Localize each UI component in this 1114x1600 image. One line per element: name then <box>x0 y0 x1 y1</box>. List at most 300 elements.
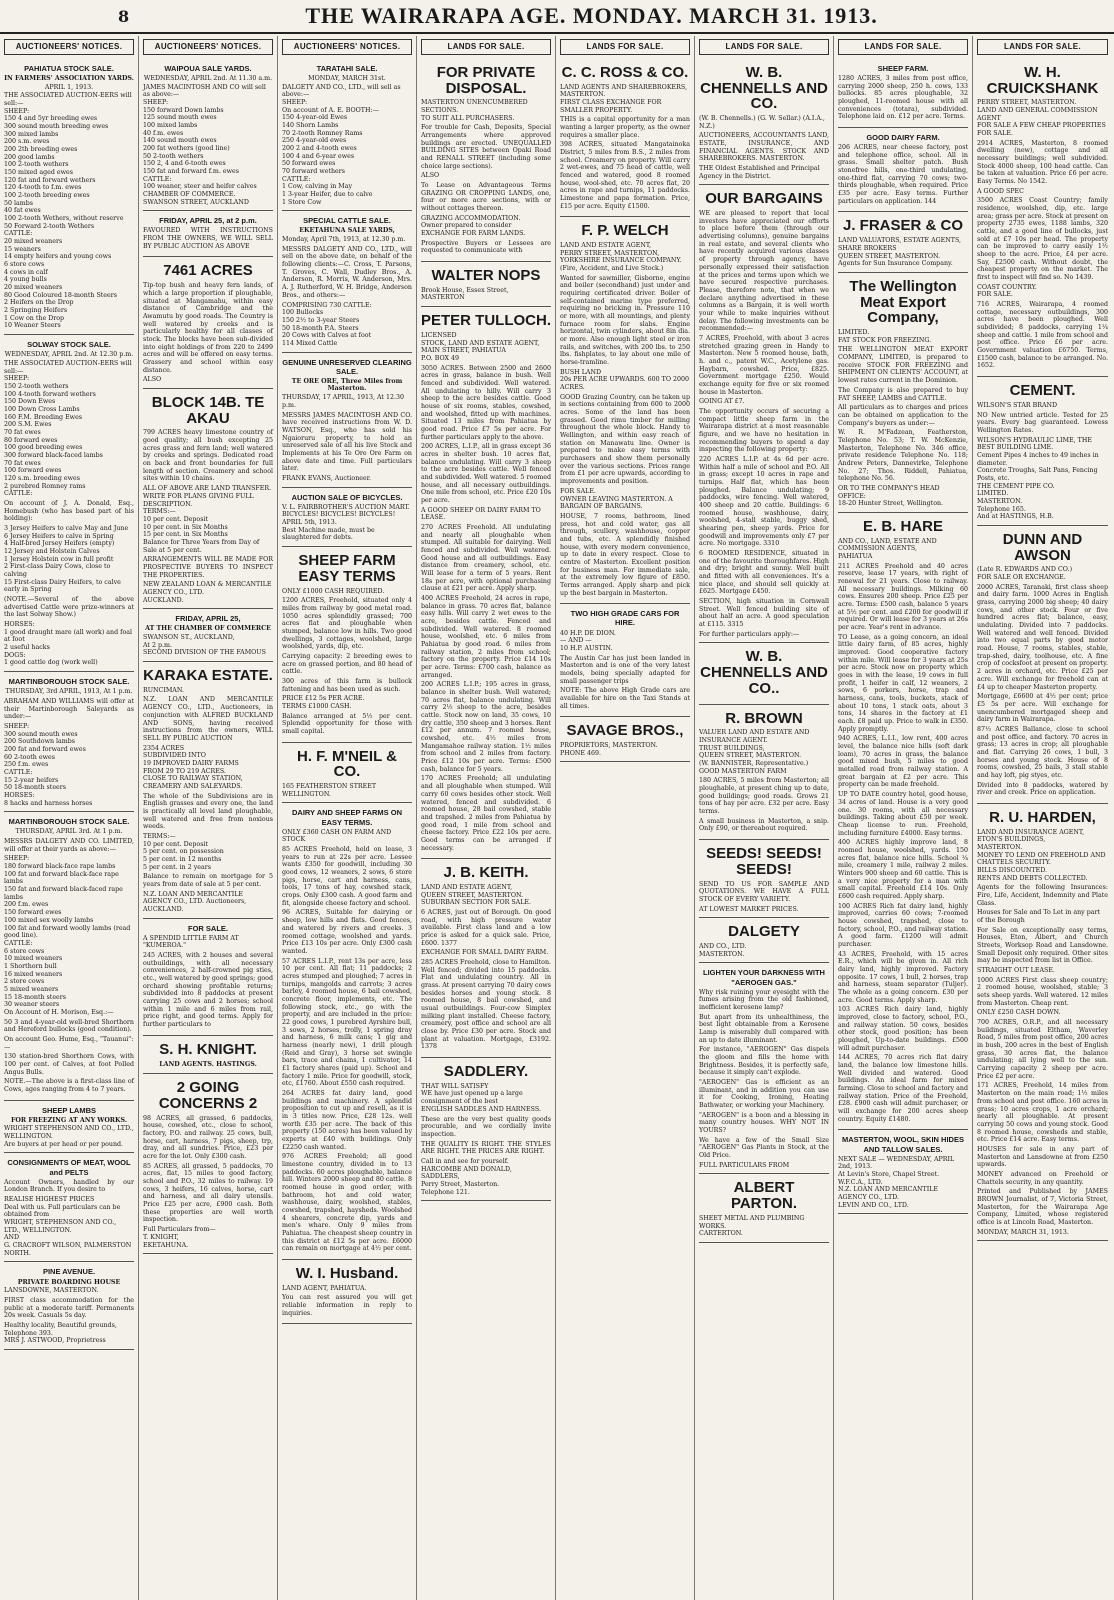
ad-title: SOLWAY STOCK SALE. <box>27 340 111 350</box>
ad-line: PHONE 469. <box>560 749 602 757</box>
ad-line: And at HASTINGS, H.B. <box>977 513 1054 521</box>
advertisement <box>4 1153 134 1262</box>
advertisement <box>699 963 829 1174</box>
ad-line: 4 cows in calf <box>4 268 48 276</box>
ad-line: MASTERTON <box>421 294 465 302</box>
ad-line: MESSRS DALGETY AND CO. LIMITED, will offer at their yards as above:— <box>4 838 134 853</box>
ad-line: V. L. FAIRBROTHER'S AUCTION MART. <box>282 503 410 511</box>
ad-line: (W. B. Chennells.) (G. W. Sellar.) (A.I.A., N.Z.) <box>699 115 825 130</box>
ad-line: CATTLE: <box>4 939 33 947</box>
advertisement <box>560 717 690 762</box>
advertisement <box>143 1074 273 1254</box>
ad-line: 1 good cattle dog (work well) <box>4 659 98 667</box>
ad-title: R. U. HARDEN, <box>989 808 1096 826</box>
ad-subtitle: IN FARMERS' ASSOCIATION YARDS. <box>4 74 134 82</box>
ad-line: FIRST CLASS EXCHANGE FOR SMALLER PROPERTY. <box>560 98 662 114</box>
ad-line: NOTE.—The above is a first-class line of Cows, ages ranging from 4 to 7 years. <box>4 1078 134 1093</box>
ad-line: MONEY TO LEND ON FREEHOLD AND CHATTELS SECURITY. <box>977 851 1106 867</box>
ad-title: F. P. WELCH <box>581 222 669 240</box>
column-heading: LANDS FOR SALE. <box>421 39 551 55</box>
ad-line: SHEEP: <box>4 855 30 863</box>
ad-title: FOR PRIVATE DISPOSAL. <box>436 63 536 97</box>
ad-line: 250 f.m. ewes <box>4 761 49 769</box>
advertisement <box>282 488 412 548</box>
ad-title: The Wellington Meat Export Company, <box>849 277 957 327</box>
ad-line: 6 ROOMED RESIDENCE, situated in one of the favourite thoroughfares. High and dry; bright and sunny. Well built and fitted with all conveniences. It's a nice place, and should sell quickly at £625. Mortgage £450. <box>699 550 829 596</box>
column-heading: LANDS FOR SALE. <box>699 39 829 55</box>
ad-title: LIGHTEN YOUR DARKNESS WITH "AEROGEN GAS." <box>703 968 825 987</box>
ad-line: OWNER LEAVING MASTERTON. A BARGAIN OF BARGAINS. <box>560 495 673 511</box>
ad-line: 50 18-month steers <box>4 784 67 792</box>
ad-line: 300 sound mouth ewes <box>4 730 78 738</box>
ad-line: 300 sound mouth breeding ewes <box>4 122 109 130</box>
ad-line: On account of A. E. BOOTH:— <box>282 106 379 114</box>
ad-title: DALGETY <box>728 923 800 941</box>
advertisement <box>143 662 273 919</box>
ad-line: 150 2, 4 and 6-tooth ewes <box>143 160 226 168</box>
ad-line: 5 per cent. in 2 years <box>143 863 211 871</box>
ad-line: WE are pleased to report that local investors have appreciated our efforts to place before them (through our advertising columns), genuine bargains in real estate, and several clients who have recently acquired various classes of property through agency, have personally expressed their satisfaction at the prices and terms upon which we have secured respective purchases. Please, therefore note, that when we declare anything advertised in these columns as a Bargain, it is well worth your while to make inquiries without delay. The following investments can be recommended:— <box>699 210 829 333</box>
ad-line: THURSDAY, 17 APRIL, 1913, At 12.30 p.m. <box>282 394 404 409</box>
ad-line: LAND AND INSURANCE AGENT, <box>977 828 1085 836</box>
ad-line: But apart from its unhealthiness, the best light obtainable from a Kerosene Lamp is miserably dull compared with an up to date illuminant. <box>699 1013 829 1044</box>
ad-title: H. F. M'NEIL & CO. <box>297 747 397 781</box>
ad-line: LAND AND GENERAL COMMISSION AGENT <box>977 106 1098 122</box>
ad-line: AUCTIONEERS, ACCOUNTANTS LAND, ESTATE, INSURANCE, AND FINANCIAL AGENTS. STOCK AND SHAREBROKERS. MASTERTON. <box>699 132 829 163</box>
ad-line: SHEEP: <box>4 375 30 383</box>
advertisement <box>699 918 829 963</box>
ad-line: 2 purebred Romney rams <box>4 482 86 490</box>
ad-title: DUNN AND AWSON <box>1002 530 1083 564</box>
ad-line: APRIL 5th, 1913. <box>282 519 337 527</box>
ad-line: LANSDOWNE, MASTERTON. <box>4 1287 99 1295</box>
advertisement <box>4 1101 134 1154</box>
ad-line: THE ASSOCIATED AUCTION-EERS will sell:— <box>4 359 132 375</box>
ad-line: "AEROGEN" Gas is efficient as an illuminant, and in addition you can use it for Cooking, Ironing, Heating Bathwater, or working your Machinery. <box>699 1079 829 1110</box>
ad-line: Concrete Troughs, Salt Pans, Fencing Posts, etc. <box>977 467 1098 482</box>
ad-line: 15 weaners <box>4 245 41 253</box>
ad-line: 180 ACRES, 5 miles from Masterton; all ploughable, at present ching up to date, good buildings; good roads. Grows 21 tons of hay per acre. £32 per acre. Easy terms. <box>699 777 829 816</box>
ad-line: 150 Down Ewes <box>4 398 56 406</box>
ad-line: 171 ACRES, Freehold, 14 miles from Masterton on the main road; 1½ miles from school and post office. 160 acres in grass; 10 acres crops, 1 acre orchard; nearly all ploughable. At present carrying 50 cows and young stock. Good 8 roomed house, cowsheds and stable, etc. Price £14 acre. Easy terms. <box>977 1082 1108 1144</box>
advertisement <box>282 803 412 1260</box>
ad-line: 3050 ACRES. Between 2500 and 2600 acres in grass, balance in bush. Well fenced and subdivided. Well watered. All undulating to hilly. Will carry 3 sheep to the acre besides cattle. Good house of six rooms, stables, cowshed, and woolshed, fitted up with machines. Situated 13 miles from Pahiatua by good road. Price £7 5s per acre. For further particulars apply to the above. <box>421 364 551 441</box>
column-heading: LANDS FOR SALE. <box>977 39 1108 55</box>
ad-line: 140 Shorn Lambs <box>282 121 339 129</box>
ad-line: 100 fat and forward woolly lambs (read good line). <box>4 924 131 940</box>
ad-line: SWANSON ST., AUCKLAND, <box>143 634 235 642</box>
ad-line: 285 ACRES Freehold, close to Hamilton. Well fenced; divided into 15 paddocks. Flat and undulating country. All in grass. At present carrying 70 dairy cows besides horses and young stock. 8 roomed house, 8 bail cowshed, and usual outbuildings. Four-cow Simplex milking plant installed. Cheese factory, creamery, post office and school are all close by. Price £30 per acre. Stock and plant at valuation. Mortgage, £3192. 1378 <box>421 959 552 1051</box>
ad-line: 150 fat and forward black-faced rape lambs <box>4 886 123 901</box>
ad-subtitle: EKETAHUNA SALE YARDS, <box>299 227 395 235</box>
ad-line: A SPENDID LITTLE FARM AT <box>143 934 239 942</box>
ad-line: 150 2-tooth wethers <box>4 382 69 390</box>
ad-line: To Lease on Advantageous Terms GRAZING OR CROPPING LANDS, one, four or more acre sections, with or without cottages thereon. <box>421 181 551 212</box>
ad-line: QUEEN STREET, MASTERTON. <box>838 252 941 260</box>
ad-line: The opportunity occurs of securing a compact little sheep farm in the Wairarapa district at a most reasonable figure, and we have no hesitation in recommending buyers to spend a day inspecting the following property: <box>699 407 829 454</box>
ad-line: THE QUALITY IS RIGHT. THE STYLES ARE RIGHT. THE PRICES ARE RIGHT. <box>421 1140 551 1156</box>
ad-line: 6 ACRES, just out of Borough. On good road, with high pressure water available. First class land and a low price is asked for a quick sale. Price, £600. 1377 <box>421 908 551 947</box>
ad-line: AND CO., LTD. <box>699 943 747 951</box>
ad-title: C. C. ROSS & CO. <box>561 63 689 81</box>
advertisement <box>421 307 551 859</box>
ad-line: MASTERTON. <box>560 91 606 99</box>
ad-line: 144 ACRES, 70 acres rich flat dairy land, the balance low limestone hills. Well divided and watered. Good buildings. An ideal farm for mixed farming. Close to school and factory and railway station. Price of the Freehold, £28. £900 cash will admit purchaser, or will exchange for 200 acres sheep country. Equity £1480. <box>838 1054 968 1123</box>
ad-line: 50 lambs <box>4 199 34 207</box>
ad-line: W.F.C.A., LTD. <box>838 1178 883 1186</box>
ad-line: Best Machine made, must be slaughtered for debts. <box>282 526 375 542</box>
ad-line: 4 Half-bred Jersey Heifers (empty) <box>4 540 115 548</box>
ad-line: 50 Forward 2-tooth Wethers <box>4 222 95 230</box>
column-6 <box>695 36 834 1600</box>
ad-line: Cement Pipes 4 inches to 49 inches in diameter. <box>977 451 1099 467</box>
ad-line: SHEEP: <box>282 98 308 106</box>
advertisement <box>143 59 273 212</box>
ad-line: N.Z. LOAN AND MERCANTILE AGENCY CO., LTD., Auctioneers, in conjunction with ALFRED BUCKLAND AND SONS, having received instructions from the owners, WILL SELL BY PUBLIC AUCTION <box>143 696 273 742</box>
ad-line: WRIGHT, STEPHENSON AND CO., LTD., WELLINGTON. <box>4 1219 117 1234</box>
ad-line: 160 F.M. Breeding Ewes <box>4 413 83 421</box>
ad-line: DOGS: <box>4 651 26 659</box>
ad-line: SHEEP: <box>143 98 169 106</box>
advertisement <box>282 211 412 352</box>
ad-line: 15 per cent. in Six Months <box>143 531 228 539</box>
ad-line: 3500 ACRES Coast Country; family residence, woolshed, dip, etc. large area; grass per acre. Stock at present on property 2735 ewes, 1188 lambs, 320 cattle, and a good line of bullocks, just sold at £7 10s per head. The property can be improved to carry easily 1½ sheep to the acre. Price, £4 per acre. Say, £2500 cash. Without doubt, the cheapest property on the market. The first to inspect will find so. No 1439. <box>977 197 1108 282</box>
ad-line: 100 weaner, steer and heifer calves <box>143 183 257 191</box>
masthead <box>0 0 1114 34</box>
ad-line: 100 mixed sex woolly lambs <box>4 916 94 924</box>
ad-line: 200 f.m. ewes <box>4 901 49 909</box>
column-8 <box>973 36 1112 1600</box>
ad-line: 100 4-tooth forward wethers <box>4 390 96 398</box>
ad-line: 100 2-tooth breeding ewes <box>4 191 90 199</box>
ad-line: 15 First-class Dairy Heifers, to calve early in Spring <box>4 578 121 594</box>
ad-line: 57 ACRES L.I.P., rent 13s per acre, less 10 per cent. All flat; 11 paddocks; 2 acres stumped and ploughed; 7 acres in turnips, mangolds and carrots; 3 acres barley, 4 roomed house, 6 bail cowshed, concrete floor, implements, etc. The following stock, etc., go with the property, and are included in the price: 22 good cows, 1 purebred Ayrshire bull, 3 sows, 2 horses, trolly, 1 spring dray and harness, 6 milk cans; 1 gig and harness (nearly new), 1 drill plough (Reid and Gray), 3 horse set swingle bars, trace and chains, 1 cultivator, 14 £1 factory shares (paid up). School and factory 1 mile. Price for goodwill, stock, etc, £1760. About £550 cash required. <box>282 957 412 1088</box>
ad-title: SHEEP FARM. <box>877 63 929 73</box>
ad-title: WAIPOUA SALE YARDS. <box>164 63 252 73</box>
ad-line: 200 Southdown lambs <box>4 738 76 746</box>
ad-line: 211 ACRES Freehold and 40 acres reserve, lease 17 years, with right of renewal for 21 years. Close to railway. All necessary buildings. Milking 60 cows. Ensures 200 sheep. Price £25 per acre. Terms: £500 cash, balance 5 years at 5½ per cent. and £200 for goodwill if required. Or will lease for 3 years at 26s per acre. Year's rent in advance. <box>838 562 968 632</box>
ad-line: — AND — <box>560 637 592 645</box>
ad-line: SHEEP: <box>4 722 30 730</box>
ad-line: STOCK, LAND AND ESTATE AGENT, <box>421 339 540 347</box>
ad-line: 2 First-class Dairy Cows, close to calving <box>4 563 111 579</box>
ad-line: REALISE HIGHEST PRICES <box>4 1196 95 1204</box>
ad-title: PINE AVENUE. <box>42 1267 96 1277</box>
ad-line: We have a few of the Small Size "AEROGEN" Gas Plants in Stock, at the Old Price. <box>699 1136 829 1160</box>
ad-line: Printed and Published by JAMES BROWN Journalist, of 7, Victoria Street, Masterton, for the Wairarapa Age Company, Limited, whose registered office is at Lincoln Road, Masterton. <box>977 1188 1108 1226</box>
ad-line: 125 sound mouth ewes <box>143 114 217 122</box>
ad-line: MASTERTON UNENCUMBERED SECTIONS. <box>421 99 528 114</box>
ad-line: MAIN STREET, PAHIATUA <box>421 347 506 355</box>
ad-line: ENGLISH SADDLES AND HARNESS. <box>421 1105 541 1113</box>
ad-line: "KUMEROA." <box>143 942 187 950</box>
ad-line: 150 mixed aged ewes <box>4 168 73 176</box>
column-heading: AUCTIONEERS' NOTICES. <box>143 39 273 55</box>
advertisement <box>282 743 412 804</box>
ad-line: EXCHANGE FOR SMALL DAIRY FARM. <box>421 949 549 957</box>
ad-line: 1 Store Cow <box>282 198 322 206</box>
ad-title: PETER TULLOCH. <box>421 312 551 330</box>
ad-line: RENTS AND DEBTS COLLECTED. <box>977 874 1088 882</box>
ad-title: SHEEP LAMBS <box>41 1105 97 1115</box>
ad-line: 300 forward black-faced lambs <box>4 451 103 459</box>
ad-line: CATTLE: <box>143 175 172 183</box>
advertisement <box>143 257 273 388</box>
ad-line: 70 fat ewes <box>4 459 41 467</box>
ad-line: 20s PER ACRE UPWARDS. 600 TO 2000 ACRES. <box>560 376 690 392</box>
ad-line: MONDAY, MARCH 31, 1913. <box>977 1228 1069 1236</box>
ad-line: A GOOD SPEC <box>977 187 1024 195</box>
ad-title: 7461 ACRES <box>163 262 253 280</box>
ad-date: APRIL 1, 1913. <box>44 83 94 91</box>
ad-line: 200 fat wethers (good line) <box>143 144 230 152</box>
ad-line: Carrying capacity: 2 breeding ewes to acre on grassed portion, and 80 head of cattle. <box>282 652 412 676</box>
ad-line: DALGETY AND CO., LTD., will sell as above:— <box>282 83 401 99</box>
ad-line: WILSON'S HYDRAULIC LIME, THE BEST BUILDING LIME. <box>977 436 1092 452</box>
ad-line: YORKSHIRE INSURANCE COMPANY. <box>560 257 682 265</box>
ad-line: SHEEP: <box>4 107 30 115</box>
advertisement <box>4 59 134 335</box>
ad-line: 100 fat and forward black-face rape lambs <box>4 870 119 886</box>
ad-line: BUSH LAND <box>560 368 602 376</box>
ad-line: LIMITED. <box>838 329 870 337</box>
ad-line: All particulars as to charges and prices can be obtained on application to the Company's buyers as under:— <box>838 404 968 427</box>
ad-line: MASTERTON. <box>977 497 1023 505</box>
ad-line: Why risk ruining your eyesight with the fumes arising from the old fashioned, inefficient kerosene lamp? <box>699 988 829 1012</box>
ad-line: Tip-top bush and heavy fern lands, of which a large proportion if ploughable, situated at Mangamahu, within easy distance of Cambridge and the Awamutu by good roads. The Country is well watered by creeks and is particularly healthy for all classes of stock. The blocks have been sub-divided into eight holdings of from 220 to 2499 acres and will be offered on easy terms. Grassery and school within easy distance. <box>143 282 273 374</box>
ad-line: 18-20 Hunter Street, Wellington. <box>838 500 944 508</box>
advertisement <box>282 1260 412 1324</box>
column-7 <box>834 36 973 1600</box>
advertisement <box>838 1130 968 1214</box>
ad-line: The whole of the Subdivisions are in English grasses and every one, the land is practically all level land ploughable, well watered and free from noxious weeds. <box>143 792 273 831</box>
ad-line: FROM 29 TO 219 ACRES. <box>143 767 226 775</box>
ad-line: 10 H.P. AUSTIN. <box>560 644 613 652</box>
ad-line: 200 S.M. Ewes <box>4 421 52 429</box>
ad-line: 130 station-bred Shorthorn Cows, with 100 per cent. of Calves, at foot Polled Angus Bulls. <box>4 1053 134 1076</box>
ad-line: 50 18-month P.A. Steers <box>282 324 359 332</box>
ad-line: FOR SALE OR EXCHANGE. <box>977 574 1066 582</box>
ad-line: 6 Jersey Heifers to calve in Spring <box>4 532 114 540</box>
ad-line: SWANSON STREET, AUCKLAND <box>143 198 249 206</box>
ad-line: At Levin's Store, Chapel Street. <box>838 1171 940 1178</box>
ad-line: 180 forward black-face rape lambs <box>4 863 116 871</box>
ad-line: For further particulars apply:— <box>699 630 800 638</box>
advertisement <box>4 1262 134 1350</box>
ad-line: WILSON'S STAR BRAND <box>977 401 1058 409</box>
ad-line: JAMES MACINTOSH AND CO will sell as above:— <box>143 83 266 99</box>
ad-line: 165 FEATHERSTON STREET <box>282 783 377 791</box>
ad-line: 150 fat and forward f.m. ewes <box>143 167 239 175</box>
ad-title: WALTER NOPS <box>431 267 541 285</box>
ad-line: 2914 ACRES, Masterton, 8 roomed dwelling (new), cottage and all necessary buildings; well subdivided. Stock 4000 sheep, 100 head cattle. Can be taken at valuation. Price £6 per acre. Easy Terms. No 1542. <box>977 139 1108 185</box>
ad-line: FOR SALE. <box>560 487 596 495</box>
ad-line: You can rest assured you will get reliable information in reply to inquiries. <box>282 1294 412 1317</box>
ad-line: WELLINGTON. <box>4 1133 53 1141</box>
ad-line: 716 ACRES, Wairarapa, 4 roomed cottage, necessary outbuildings, 300 acres have been ploughed. Well subdivided; 8 paddocks, carrying 1¼ sheep and cattle. 1 mile from school and post office. Price £6 per acre. Government valuation £6750. Terms, £1500 cash, balance to be arranged. No. 1652. <box>977 301 1108 370</box>
ad-line: 10 Weaner Steers <box>4 322 61 330</box>
ad-line: 80 forward ewes <box>4 436 58 444</box>
ad-subtitle: TE ORE ORE, Three Miles from Masterton. <box>291 377 403 393</box>
ad-title: W. B. CHENNELLS AND CO.. <box>700 648 828 697</box>
ad-line: G. CRACROFT WILSON, PALMERSTON NORTH. <box>4 1242 132 1257</box>
newspaper-title: THE WAIRARAPA AGE. MONDAY. MARCH 31. 1913. <box>305 3 878 28</box>
ad-line: 10 mixed weaners <box>4 955 63 963</box>
ad-line: VALUER LAND AND ESTATE AND INSURANCE AGENT. <box>699 729 810 745</box>
ad-line: 5 per cent. on possession <box>143 848 224 856</box>
ad-line: 15 2-year heifers <box>4 776 59 784</box>
ad-line: Full Particulars from— <box>143 1226 216 1234</box>
ad-line: ABRAHAM AND WILLIAMS will offer at their Martinborough Saleyards as under:— <box>4 697 134 721</box>
advertisement <box>699 643 829 704</box>
ad-line: 16 mixed weaners <box>4 970 63 978</box>
ad-line: FOR SALE. <box>977 291 1013 299</box>
ad-date: THURSDAY, 3rd APRIL, 1913, At 1 p.m. <box>5 688 133 696</box>
ad-line: PRICE £12 5s PER ACRE. <box>282 695 365 703</box>
ad-title: W. H. CRUICKSHANK <box>986 63 1099 97</box>
ad-line: Perry Street, Masterton. <box>421 1180 500 1188</box>
ad-title: SADDLERY. <box>443 1063 529 1081</box>
ad-line: AND CO., LAND, ESTATE AND COMMISSION AGENTS, <box>838 537 937 553</box>
ad-line: 2 Heifers on the Drop <box>4 299 74 307</box>
ad-title: MARTINBOROUGH STOCK SALE. <box>8 817 130 827</box>
ad-line: Balance for Three Years from Day of Sale at 5 per cent. <box>143 538 260 554</box>
advertisement <box>560 604 690 717</box>
advertisement <box>977 526 1108 804</box>
ad-line: 100 good breeding ewes <box>4 444 83 452</box>
ad-line: Houses for Sale and To Let in any part of the Borough <box>977 909 1101 925</box>
ad-line: 200 good lambs <box>4 153 55 161</box>
ad-line: (W. BANNISTER, Representative.) <box>699 760 809 768</box>
ad-line: WELLINGTON. <box>282 790 331 798</box>
ad-line: 8 hacks and harness horses <box>4 799 93 807</box>
ad-line: 6 store cows <box>4 261 45 269</box>
ad-title: 2 GOING CONCERNS 2 <box>158 1079 258 1112</box>
ad-line: ARRANGEMENTS WILL BE MADE FOR PROSPECTIVE BUYERS TO INSPECT THE PROPERTIES. <box>143 556 273 579</box>
ad-line: WE have just opened up a large consignment of the best <box>421 1090 523 1106</box>
advertisement <box>838 513 968 1130</box>
ad-line: These are the very best quality goods procurable, and we cordially invite inspection. <box>421 1115 551 1138</box>
ad-title: TARATAHI SALE. <box>316 63 378 73</box>
ad-line: 1 Jersey Holstein cow in full profit <box>4 555 114 563</box>
ad-line: 150 forward ewes <box>4 909 62 917</box>
ad-line: UP TO DATE country hotel, good house, 34 acres of land. House is a very good one. 30 rooms, with all necessary buildings. Taking about £50 per week. Cheap license to run. Freehold, including furniture £4000. Easy terms. <box>838 791 968 837</box>
ad-title: SPECIAL CATTLE SALE. <box>303 216 391 226</box>
ad-line: LAND VALUATORS, ESTATE AGENTS, SHARE BROKERS <box>838 237 962 252</box>
ad-line: HORSES: <box>4 791 35 799</box>
ad-line: 206 ACRES, near cheese factory, post and telephone office, school. All in grass. Small shelter patch. Bush stonefree hills, one-third undulating, one-third flat, carrying 70 cows; two-thirds ploughable, when required. Price £35 per acre. Easy terms. Further particulars on application. 144 <box>838 144 968 205</box>
ad-line: 85 ACRES, all grassed, 5 paddocks, 70 acres, flat, 15 miles to good factory, school and P.O., 32 miles to railway. 19 cows, 3 heifers, 16 calves, horse, cart and harness, and all dairy utensils. Price £25 per acre, £900 cash. Both these properties are well worth inspection. <box>143 1162 273 1224</box>
ad-line: TO Lease, as a going concern, an ideal little dairy farm, of 85 acres, highly improved. Good cooperative factory within mile. Will lease for 3 years at 25s per acre. Stock now on property which goes in with the lease, 19 cows in full profit, 1 heifer in calf, 12 weaners, 2 sows, 6 porkers, horse, trap and harness, cans, tools, buckets, stack of about 10 tons, 1 stack oats, about 3 tons, 14 shares in the factory at £1 each. £8 paid up. Price to walk in £350. Apply promptly. <box>838 633 968 733</box>
ad-line: On account Geo. Hume, Esq., "Tauanui":— <box>4 1035 134 1051</box>
ad-title: FRIDAY, APRIL 25, at 2 p.m. <box>159 216 257 226</box>
ad-line: 1280 ACRES, 3 miles from post office, carrying 2000 sheep, 250 h. cows, 133 bullocks. 85 acres ploughable, 32 ploughed, 11-roomed house with all conveniences (totara), subdivided. Telephone laid on. £12 per acre. Terms. <box>838 74 968 121</box>
ad-line: 50 forward ewes <box>282 160 336 168</box>
ad-line: 19 IMPROVED DAIRY FARMS <box>143 759 239 767</box>
ad-line: 270 ACRES Freehold. All undulating and nearly all ploughable when stumped. All suitable for dairying. Well fenced and subdivided. Well watered. Good house and all outbuildings. Easy distance from creamery, school, etc. Will lease for a term of 5 years. Rent 18s per acre, with optional purchasing clause at £21 per acre. Apply sharp. <box>421 523 551 593</box>
ad-line: CARTERTON. <box>699 1230 743 1238</box>
ad-line: GOOD MASTERTON FARM <box>699 767 787 775</box>
ad-line: RUNCIMAN. <box>143 686 184 694</box>
ad-line: HOUSES for sale in any part of Masterton and Lansdowne at from £250 upwards. <box>977 1145 1108 1169</box>
ad-line: PROPRIETORS, MASTERTON. <box>560 741 658 749</box>
ad-line: AND <box>4 1234 20 1242</box>
ad-title: KARAKA ESTATE. <box>143 667 273 685</box>
advertisement <box>560 59 690 218</box>
ad-line: MRS J. ASTWOOD, Proprietress <box>4 1337 106 1345</box>
ad-line: 120 fat and forward wethers <box>4 176 96 184</box>
ad-line: On account of J. A. Donald, Esq., Homebush (who has based part of his holding): <box>4 499 134 523</box>
ad-line: For trouble for Cash, Deposits, Special Arrangements where approved buildings are erected. UNEQUALLED BUILDING SITES between Opaki Road and RENALL STREET (including some choice large sections). <box>421 124 551 170</box>
ad-title: DAIRY AND SHEEP FARMS ON EASY TERMS. <box>291 808 403 827</box>
ad-line: THE WELLINGTON MEAT EXPORT COMPANY, LIMITED, is prepared to receive STOCK FOR FREEZING and SHIPMENT ON CLIENTS' ACCOUNT, at lowest rates current in the Dominion. <box>838 346 968 385</box>
ad-line: 50 3 and 4-year-old well-bred Shorthorn and Hereford bullocks (good condition). <box>4 1018 134 1034</box>
ad-line: TO SUIT ALL PURCHASERS. <box>421 114 515 122</box>
ad-line: LAND AND ESTATE AGENT, <box>560 242 652 249</box>
ad-title: CONSIGNMENTS OF MEAT, WOOL and PELTS <box>7 1158 131 1177</box>
ad-line: BICYCLES! BICYCLES! BICYCLES! <box>282 511 396 519</box>
advertisement <box>838 273 968 513</box>
ad-line: GRAZING ACCOMMODATION. <box>421 214 521 222</box>
ad-title: SHEEP FARM EASY TERMS <box>298 552 396 585</box>
ad-line: The Austin Car has just been landed in Masterton and is one of the very latest models, being specially adapted for small passenger trips <box>560 654 690 685</box>
ad-line: 700 ACRES, O.R.P., and all necessary buildings, situated Eltham, Waverley Road, 5 miles from post office, 200 acres in bush, 200 acres in the best of English grass, 30 acres flat, the balance undulating; all lying well to the sun. Carrying capacity 2 sheep per acre. Price £2 per acre. <box>977 1019 1108 1080</box>
ad-line: 2354 ACRES <box>143 744 185 752</box>
ad-line: Balance to remain on mortgage for 5 years from date of sale at 5 per cent. <box>143 873 273 888</box>
ad-line: SHEET METAL AND PLUMBING WORKS. <box>699 1214 805 1230</box>
ad-line: 40 H.P. DE DION. <box>560 629 616 637</box>
ad-line: FAVOURED WITH INSTRUCTIONS FROM THE OWNERS, WE WILL SELL BY PUBLIC AUCTION AS ABOVE <box>143 227 273 250</box>
advertisement <box>699 59 829 186</box>
ad-line: 799 ACRES heavy limestone country of good quality; all bush excepting 25 acres grass and fern land; well watered by creeks and springs. Dedicated road on back and front boundaries for full length of section. Creamery and school sites within 10 chains. <box>143 429 273 483</box>
ad-title: OUR BARGAINS <box>705 190 823 208</box>
advertisement <box>699 1174 829 1243</box>
ad-line: 1000 ACRES First class sheep country; 2 roomed house, woolshed, stable; 3 sets sheep yards. Well watered. 12 miles from Masterton. Cheap rent. <box>977 976 1108 1007</box>
columns <box>0 36 1114 1600</box>
ad-line: 96 ACRES, Suitable for dairying or sheep, low hills and flats. Good fences, and watered by rivers and creeks. 3 roomed cottage, woolshed and yards. Price £13 10s per acre. Only £300 cash wanted. <box>282 909 412 955</box>
column-heading: LANDS FOR SALE. <box>838 39 968 55</box>
ad-line: LAND AGENTS AND SHAREBROKERS, <box>560 83 687 91</box>
ad-line: 100 Bullocks <box>282 309 324 317</box>
ad-line: 50 2-tooth wethers <box>143 152 204 160</box>
ad-line: 85 ACRES Freehold, held on lease, 3 years to run at 22s per acre. Lessee wants £350 for goodwill, including 30 good cows, 12 weaners, 2 sows, 6 store pigs, horse, cart and harness, cans, tools, 17 tons of hay, cowshed stack, crops. Only £300 cash. A good farm and fit, alongside cheese factory and school. <box>282 846 412 907</box>
ad-line: N.Z. LOAN AND MERCANTILE AGENCY CO., LTD. <box>838 1186 939 1202</box>
ad-line: ETON'S BUILDINGS, <box>977 836 1046 844</box>
ad-line: P.O. BOX 49 <box>421 354 460 362</box>
ad-line: TERMS £1000 CASH. <box>282 702 352 710</box>
ad-line: T. KNIGHT, <box>143 1233 179 1241</box>
ad-line: At 2 p.m. <box>143 641 172 649</box>
advertisement <box>699 185 829 643</box>
ad-line: 60 2-tooth ewes <box>4 753 55 761</box>
ad-title: S. H. KNIGHT. <box>159 1040 257 1058</box>
ad-title: FRIDAY, APRIL 25, <box>175 614 241 624</box>
advertisement <box>838 128 968 213</box>
ad-line: CATTLE: <box>4 490 33 498</box>
ad-line: FRANK EVANS, Auctioneer. <box>282 474 372 482</box>
ad-line: HOUSE, 7 rooms, bathroom, lined press, hot and cold water, gas all through, scullery, washhouse, copper and tubs, etc. A splendidly finished house, with every modern convenience, up to date in every respect. Close to centre of Masterton. Excellent position for business man. For immediate sale, at the extremely low figure of £850. Terms arranged. Apply sharp and pick up the best bargain in Masterton. <box>560 512 690 597</box>
ad-line: 200 2th breeding ewes <box>4 145 78 153</box>
advertisement <box>699 840 829 918</box>
advertisement <box>699 705 829 840</box>
ad-line: 6 store cows <box>4 947 45 955</box>
ad-line: Agents for the following Insurances: Fire, Life, Accident, Indemnity and Plate Glass. <box>977 884 1108 907</box>
ad-line: 100 mixed lambs <box>143 121 198 129</box>
advertisement <box>838 212 968 272</box>
ad-line: CATTLE: <box>282 175 311 183</box>
ad-line: CATTLE: <box>4 768 33 776</box>
ad-line: EKETAHUNA. <box>143 1241 189 1249</box>
